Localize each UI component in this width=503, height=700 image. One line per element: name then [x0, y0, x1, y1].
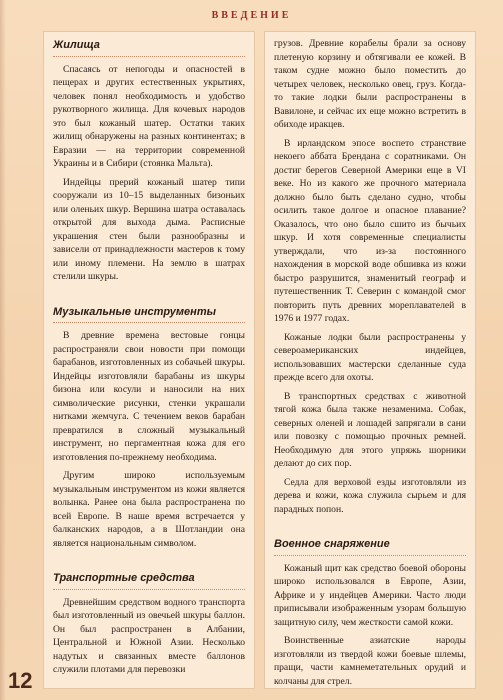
paragraph: В транспортных средствах с животной тягой кожа была также незаменима. Собак, северных оленей и лошадей запрягали в сани или повозку с помощью прочных ремней. Необходимую для этого упряжь шорники делают до сих пор. [274, 390, 466, 469]
right-column [264, 31, 476, 689]
paragraph: В древние времена вестовые гонцы распространяли свои новости при помощи барабанов, изготовленных из собачьей шкуры. Индейцы изготовляли барабаны из шкуры бизона или косули и наносили на них символические рисунки, стенки украшали нитками жемчуга. С течением веков барабан превратился в сложный музыкальный инструмент, но пергаментная кожа для его изготовления по-прежнему необходима. [53, 330, 245, 463]
section-heading-transport: Транспортные средства [53, 572, 245, 590]
paragraph: Спасаясь от непогоды и опасностей в пещерах и других естественных укрытиях, человек понял необходимость и удобство рукотворного жилища. Для кочевых народов это был кожаный шатер. Остатки таких жилищ обнаружены на разных континентах; в Евразии — на территории современной Украины и в Сибири (стоянка Мальта). [53, 63, 245, 169]
paragraph: Другим широко используемым музыкальным инструментом из кожи является волынка. Ранее она была распространена по всей Европе. В наше время встречается у балканских народов, а в Шотландии она является национальным символом. [53, 470, 245, 549]
page-number: 12 [8, 668, 33, 693]
section-heading-dwellings: Жилища [53, 39, 245, 57]
paragraph: Индейцы прерий кожаный шатер типи сооружали из 10–15 выделанных бизоньих или оленьих шкур. Вершина шатра оставалась открытой для выхода дыма. Расписные украшения стен были разнообразны и зависели от принадлежности мастеров к тому или иному племени. На землю в шатрах стелили шкуры. [53, 176, 245, 282]
paragraph: Воинственные азиатские народы изготовляли из твердой кожи боевые шлемы, пращи, части камнеметательных орудий и колчаны для стрел. [274, 635, 466, 687]
paragraph: В ирландском эпосе воспето странствие некоего аббата Брендана с соратниками. Он достиг берегов Северной Америки еще в VI веке. Но из какого же прочного материала должно было быть сделано судно, чтобы осилить такое долгое и опасное плавание? Оказалось, что оно было сшито из бычьих шкур. И хотя современные специалисты утверждали, что из-за постоянного нахождения в морской воде обшивка из кожи быстро разрушится, знаменитый географ и путешественник Т. Северин с командой смог повторить путь древних мореплавателей в 1976 и 1977 годах. [274, 137, 466, 324]
paragraph: Седла для верховой езды изготовляли из дерева и кожи, кожа служила сырьем и для парадных попон. [274, 476, 466, 515]
section-heading-military: Военное снаряжение [274, 538, 466, 556]
paragraph: Кожаный щит как средство боевой обороны широко использовался в Европе, Азии, Африке и у индейцев Америки. Часто люди приписывали изображенным узорам большую защитную силу, чем жесткости самой кожи. [274, 562, 466, 628]
left-column [43, 31, 255, 689]
section-heading-music: Музыкальные инструменты [53, 306, 245, 324]
page-edge-shadow [0, 0, 6, 700]
paragraph: грузов. Древние корабелы брали за основу плетеную корзину и обтягивали ее кожей. В таком судне можно было поместить до четырех человек, несколько овец, груз. Когда-то такие лодки были распространены в Вавилоне, и сейчас их еще можно встретить в обиходе иракцев. [274, 38, 466, 130]
paragraph: Кожаные лодки были распространены у североамериканских индейцев, использовавших мастерски сделанные суда прежде всего для охоты. [274, 331, 466, 383]
running-header: ВВЕДЕНИЕ [211, 10, 292, 21]
paragraph: Древнейшим средством водного транспорта был изготовленный из овечьей шкуры баллон. Он был распространен в Албании, Центральной и Южной Азии. Несколько надутых и связанных вместе баллонов служили плотами для перевозки [53, 596, 245, 675]
